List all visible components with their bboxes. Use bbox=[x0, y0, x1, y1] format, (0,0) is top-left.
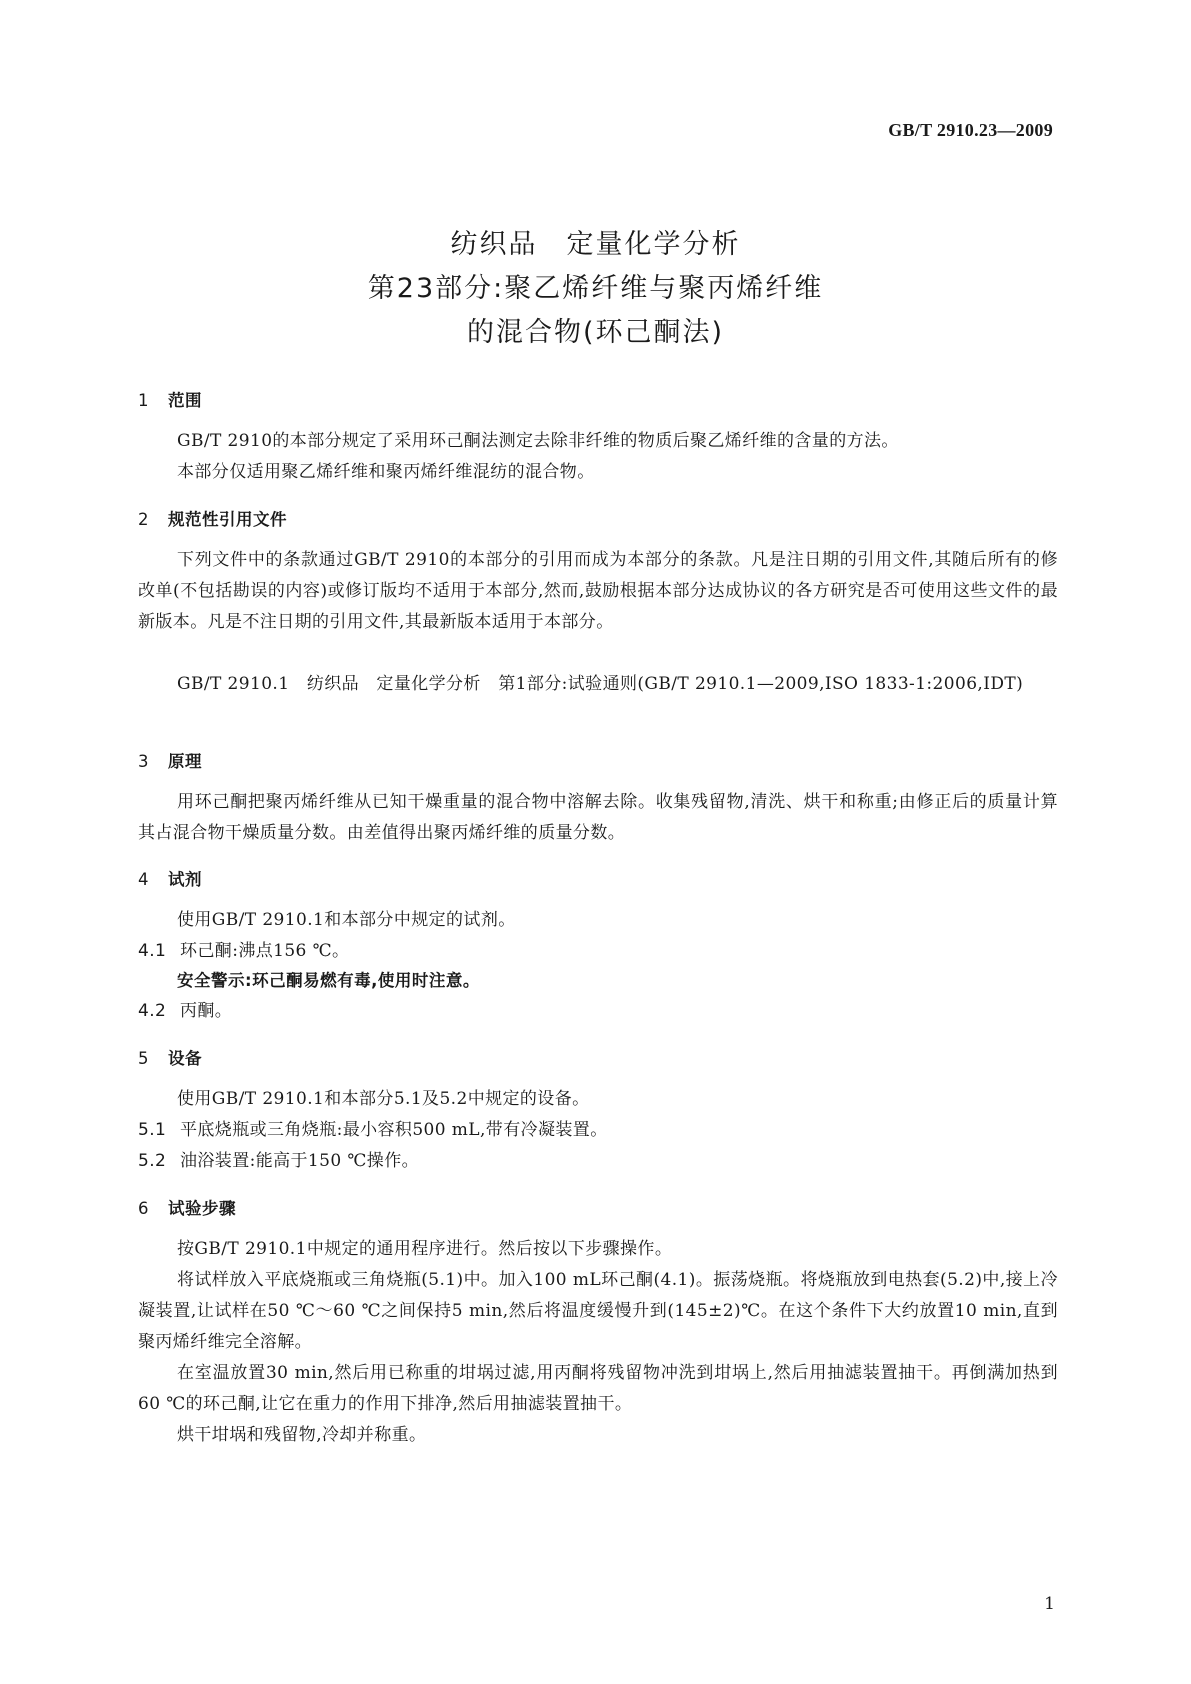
title-line-2: 第23部分:聚乙烯纤维与聚丙烯纤维 bbox=[367, 273, 824, 304]
section-title: 规范性引用文件 bbox=[168, 510, 287, 529]
standard-number: GB/T 2910.23—2009 bbox=[888, 120, 1053, 140]
section-2-heading bbox=[138, 506, 287, 530]
section-title: 原理 bbox=[168, 752, 202, 771]
section-4-paragraph-1: 使用GB/T 2910.1和本部分中规定的试剂。 bbox=[177, 910, 516, 930]
safety-warning: 安全警示:环己酮易燃有毒,使用时注意。 bbox=[177, 971, 480, 990]
section-2-paragraph-1: 下列文件中的条款通过GB/T 2910的本部分的引用而成为本部分的条款。凡是注日期的引用文件,其随后所有的修改单(不包括勘误的内容)或修订版均不适用于本部分,然而,鼓励根据本部分达成协议的各方研究是否可使用这些文件的最新版本。凡是不注日期的引用文件,其最新版本适用于本部分。 bbox=[138, 550, 1058, 632]
clause-text: 油浴装置:能高于150 ℃操作。 bbox=[180, 1151, 419, 1171]
clause-text: 丙酮。 bbox=[180, 1001, 233, 1021]
section-6-paragraph-1: 按GB/T 2910.1中规定的通用程序进行。然后按以下步骤操作。 bbox=[177, 1239, 673, 1259]
title-line-3: 的混合物(环己酮法) bbox=[466, 317, 725, 348]
section-1-heading bbox=[138, 387, 202, 411]
section-title: 试验步骤 bbox=[168, 1199, 236, 1218]
clause-text: 平底烧瓶或三角烧瓶:最小容积500 mL,带有冷凝装置。 bbox=[180, 1120, 608, 1140]
section-number: 3 bbox=[138, 752, 149, 771]
document-title bbox=[0, 223, 1191, 355]
clause-number: 5.1 bbox=[138, 1120, 167, 1140]
section-6-paragraph-2: 将试样放入平底烧瓶或三角烧瓶(5.1)中。加入100 mL环己酮(4.1)。振荡烧瓶。将烧瓶放到电热套(5.2)中,接上冷凝装置,让试样在50 ℃～60 ℃之间保持5 min,然后将温度缓慢升到(145±2)℃。在这个条件下大约放置10 min,直到聚丙烯纤维完全溶解。 bbox=[138, 1270, 1058, 1352]
section-title: 试剂 bbox=[168, 870, 202, 889]
page-number: 1 bbox=[1044, 1594, 1055, 1614]
section-6-paragraph-4: 烘干坩埚和残留物,冷却并称重。 bbox=[177, 1425, 427, 1445]
section-number: 2 bbox=[138, 510, 149, 529]
section-2-reference: GB/T 2910.1 纺织品 定量化学分析 第1部分:试验通则(GB/T 2910.1—2009,ISO 1833-1:2006,IDT) bbox=[177, 674, 1024, 694]
section-5-heading bbox=[138, 1045, 202, 1069]
clause-number: 5.2 bbox=[138, 1151, 167, 1171]
title-line-1: 纺织品 定量化学分析 bbox=[450, 229, 741, 260]
section-6-paragraph-3: 在室温放置30 min,然后用已称重的坩埚过滤,用丙酮将残留物冲洗到坩埚上,然后用抽滤装置抽干。再倒满加热到60 ℃的环己酮,让它在重力的作用下排净,然后用抽滤装置抽干。 bbox=[138, 1363, 1058, 1414]
clause-number: 4.2 bbox=[138, 1001, 167, 1021]
section-3-paragraph-1: 用环己酮把聚丙烯纤维从已知干燥重量的混合物中溶解去除。收集残留物,清洗、烘干和称重;由修正后的质量计算其占混合物干燥质量分数。由差值得出聚丙烯纤维的质量分数。 bbox=[138, 792, 1058, 843]
clause-number: 4.1 bbox=[138, 941, 167, 961]
section-number: 6 bbox=[138, 1199, 149, 1218]
section-1-paragraph-1: GB/T 2910的本部分规定了采用环己酮法测定去除非纤维的物质后聚乙烯纤维的含量的方法。 bbox=[177, 431, 899, 451]
clause-5-1 bbox=[138, 1115, 608, 1140]
section-number: 4 bbox=[138, 870, 149, 889]
section-4-heading bbox=[138, 866, 202, 890]
section-6-heading bbox=[138, 1195, 236, 1219]
section-number: 1 bbox=[138, 391, 149, 410]
clause-text: 环己酮:沸点156 ℃。 bbox=[180, 941, 350, 961]
clause-5-2 bbox=[138, 1146, 419, 1171]
section-1-paragraph-2: 本部分仅适用聚乙烯纤维和聚丙烯纤维混纺的混合物。 bbox=[177, 462, 595, 482]
section-3-heading bbox=[138, 748, 202, 772]
clause-4-2 bbox=[138, 996, 232, 1021]
section-title: 设备 bbox=[168, 1049, 202, 1068]
clause-4-1 bbox=[138, 936, 349, 961]
section-title: 范围 bbox=[168, 391, 202, 410]
section-number: 5 bbox=[138, 1049, 149, 1068]
section-5-paragraph-1: 使用GB/T 2910.1和本部分5.1及5.2中规定的设备。 bbox=[177, 1089, 590, 1109]
